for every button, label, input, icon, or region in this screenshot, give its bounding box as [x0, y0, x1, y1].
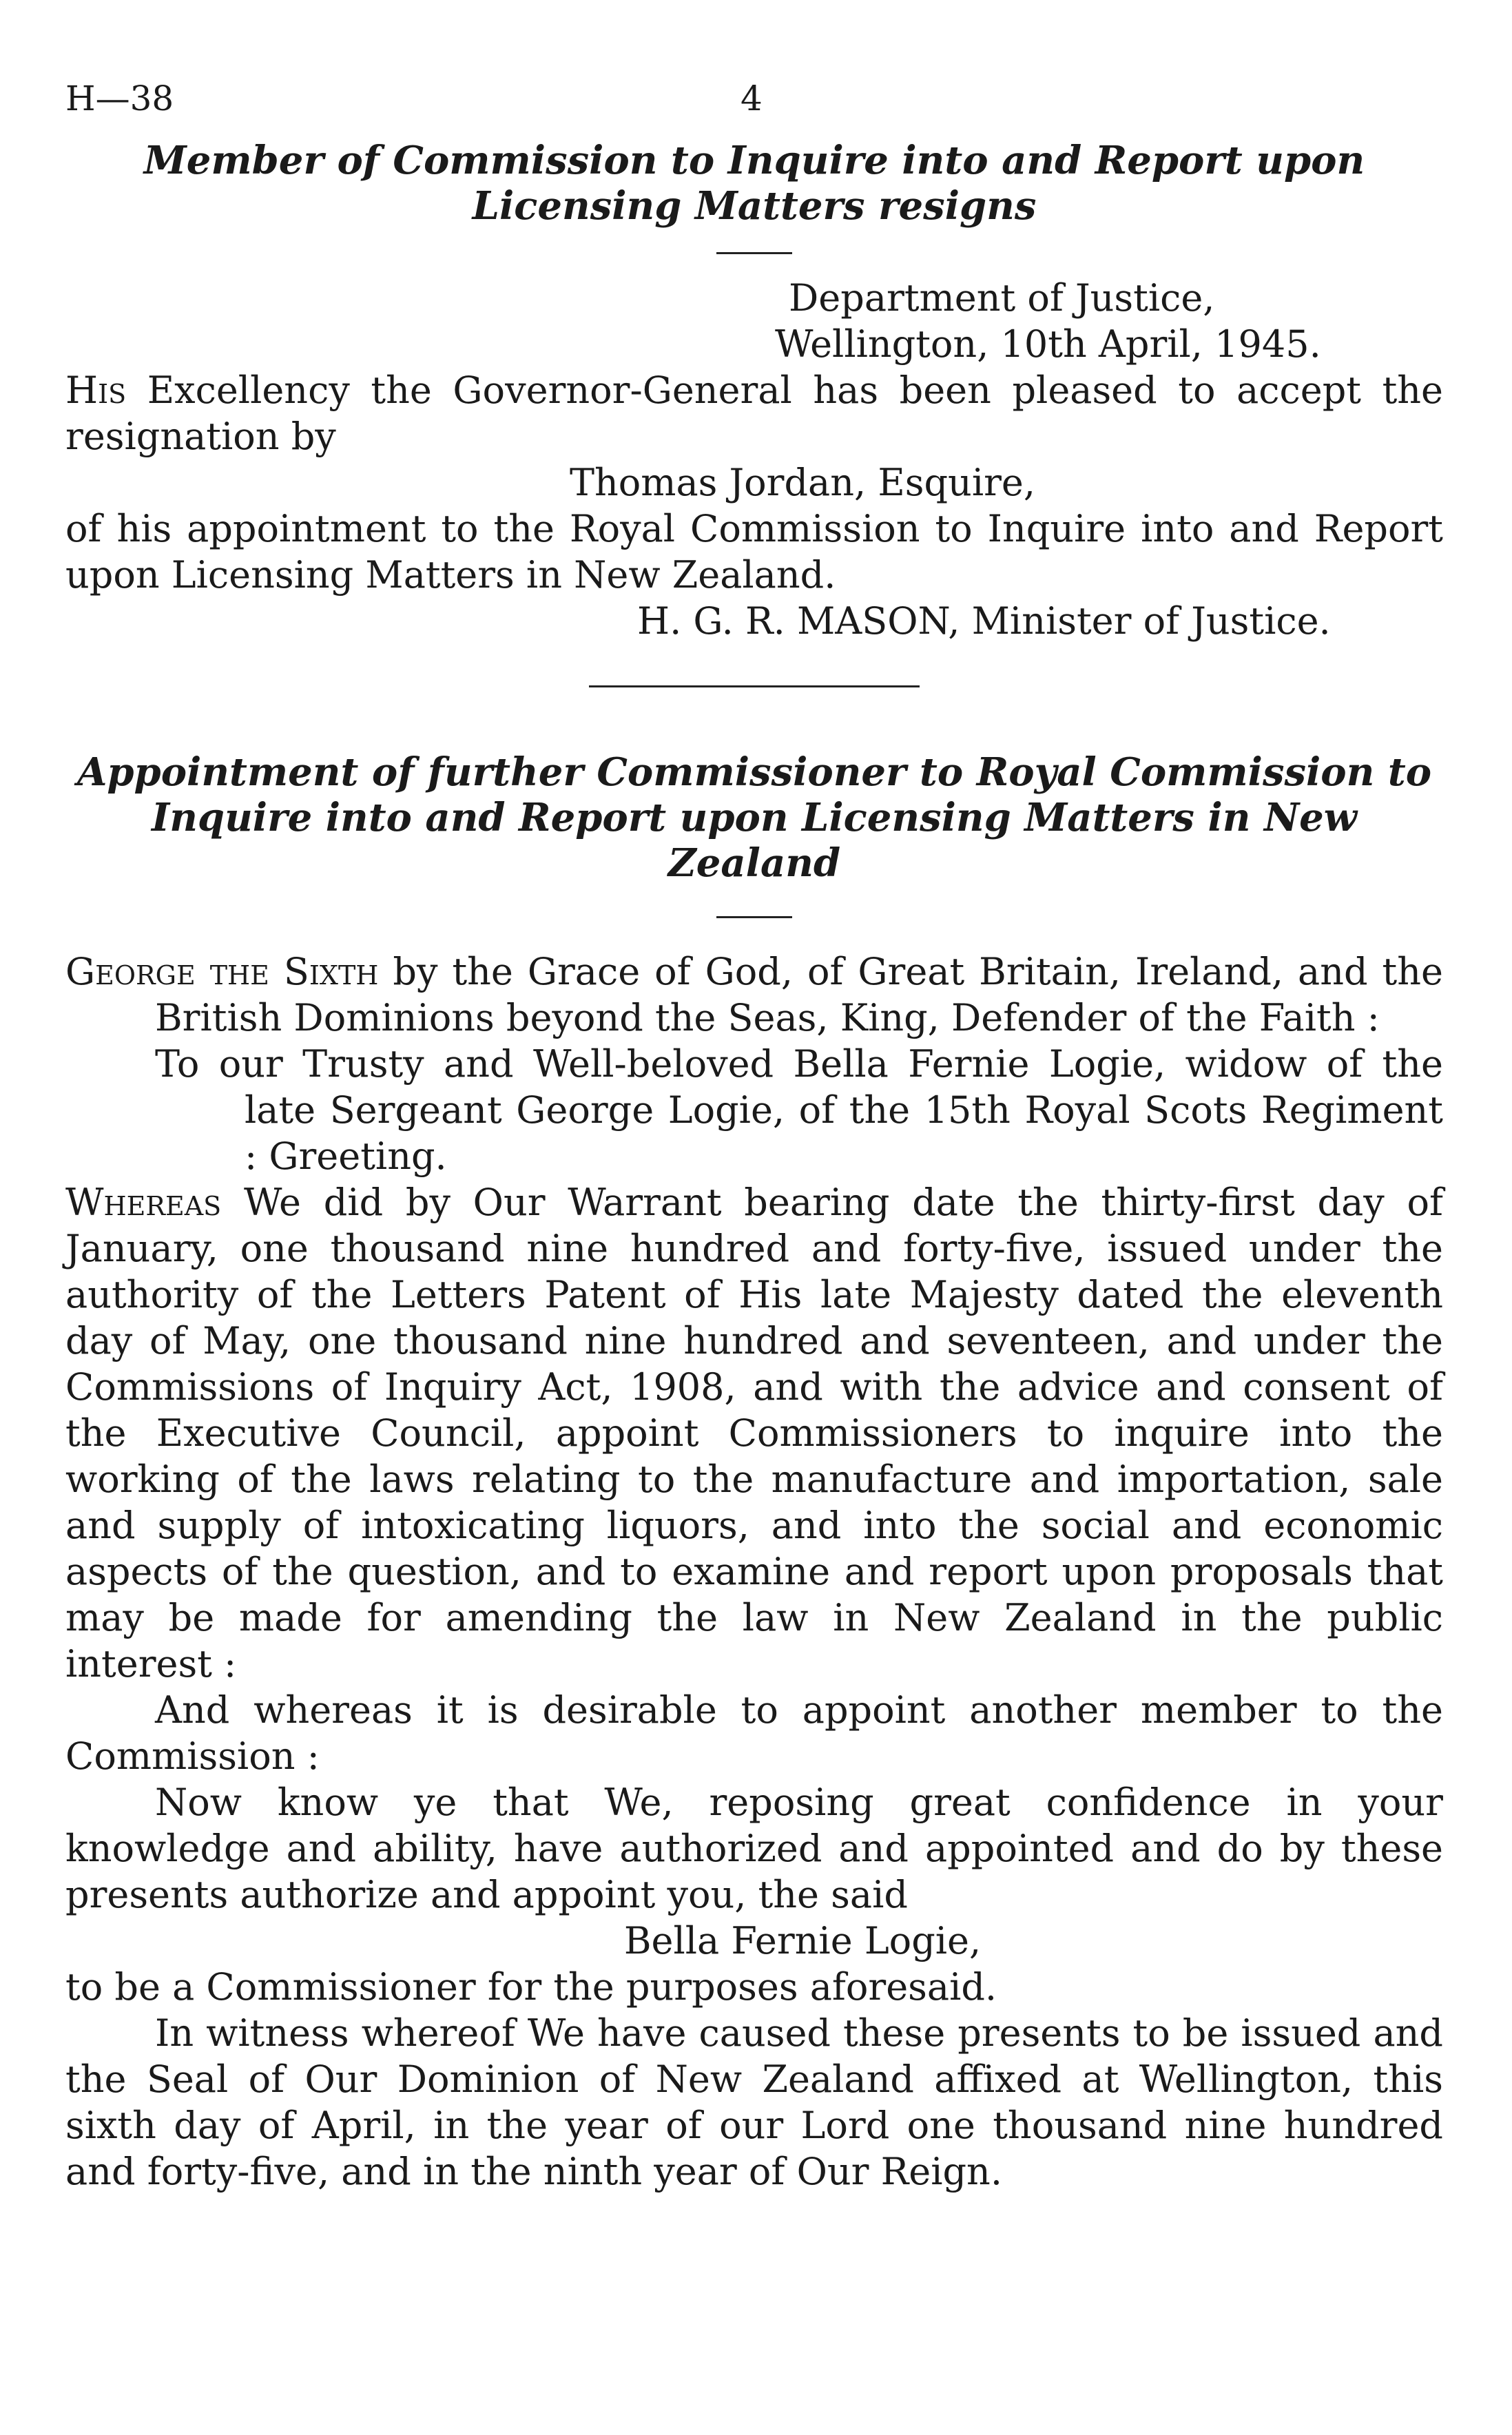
whereas-paragraph: Whereas We did by Our Warrant bearing date the thirty-first day of January, one thousand nine hundred and forty-five, issued under the authority of the Letters Patent of His late Majesty dated the eleventh day of May, one thousand nine hundred and seventeen, and under the Commissions of Inquiry Act, 1908, and with the advice and consent of the Executive Council, appoint Commissioners to inquire into the working of the laws relating to the manufacture and importation, sale and supply of intoxicating liquors, and into the social and economic aspects of the question, and to examine and report upon proposals that may be made for amending the law in New Zealand in the public interest : [65, 1181, 1443, 1686]
resignation-notice [65, 138, 1443, 644]
page-header [65, 76, 1443, 138]
resigning-member-name: Thomas Jordan, Esquire, [569, 461, 1036, 504]
appointment-purpose: to be a Commissioner for the purposes aforesaid. [65, 1965, 997, 2009]
document-reference: H—38 [65, 79, 174, 118]
lead-word: George the Sixth [65, 950, 379, 993]
greeting: To our Trusty and Well-beloved Bella Fernie Logie, widow of the late Sergeant George Logie, of the 15th Royal Scots Regiment : Greeting. [155, 1042, 1443, 1178]
document-page [65, 76, 1443, 2195]
place-date-line: Wellington, 10th April, 1945. [775, 322, 1321, 366]
divider [716, 252, 792, 254]
appointee-name: Bella Fernie Logie, [623, 1919, 982, 1962]
resignation-body: His Excellency the Governor-General has been pleased to accept the resignation by [65, 369, 1443, 458]
resignation-body-continued: of his appointment to the Royal Commission to Inquire into and Report upon Licensing Matters in New Zealand. [65, 507, 1443, 597]
appointment-notice-title: Appointment of further Commissioner to Royal Commission to Inquire into and Report upon Licensing Matters in New Zealand [76, 749, 1432, 886]
signature: H. G. R. MASON, Minister of Justice. [637, 599, 1331, 643]
royal-style: George the Sixth by the Grace of God, of Great Britain, Ireland, and the British Dominions beyond the Seas, King, Defender of the Faith : [65, 950, 1443, 1039]
lead-word: Whereas [65, 1181, 222, 1224]
divider [716, 916, 792, 918]
now-know-paragraph: Now know ye that We, reposing great confidence in your knowledge and ability, have authorized and appointed and do by these presents authorize and appoint you, the said [65, 1781, 1443, 1916]
section-divider [589, 685, 920, 687]
and-whereas-paragraph: And whereas it is desirable to appoint another member to the Commission : [65, 1688, 1443, 1778]
department-line: Department of Justice, [789, 276, 1215, 320]
witness-paragraph: In witness whereof We have caused these presents to be issued and the Seal of Our Dominion of New Zealand affixed at Wellington, this sixth day of April, in the year of our Lord one thousand nine hundred and forty-five, and in the ninth year of Our Reign. [65, 2011, 1443, 2193]
resignation-notice-title: Member of Commission to Inquire into and Report upon Licensing Matters resigns [143, 138, 1365, 229]
appointment-notice [65, 749, 1443, 2195]
page-number: 4 [741, 79, 763, 118]
lead-word: His [65, 369, 127, 412]
